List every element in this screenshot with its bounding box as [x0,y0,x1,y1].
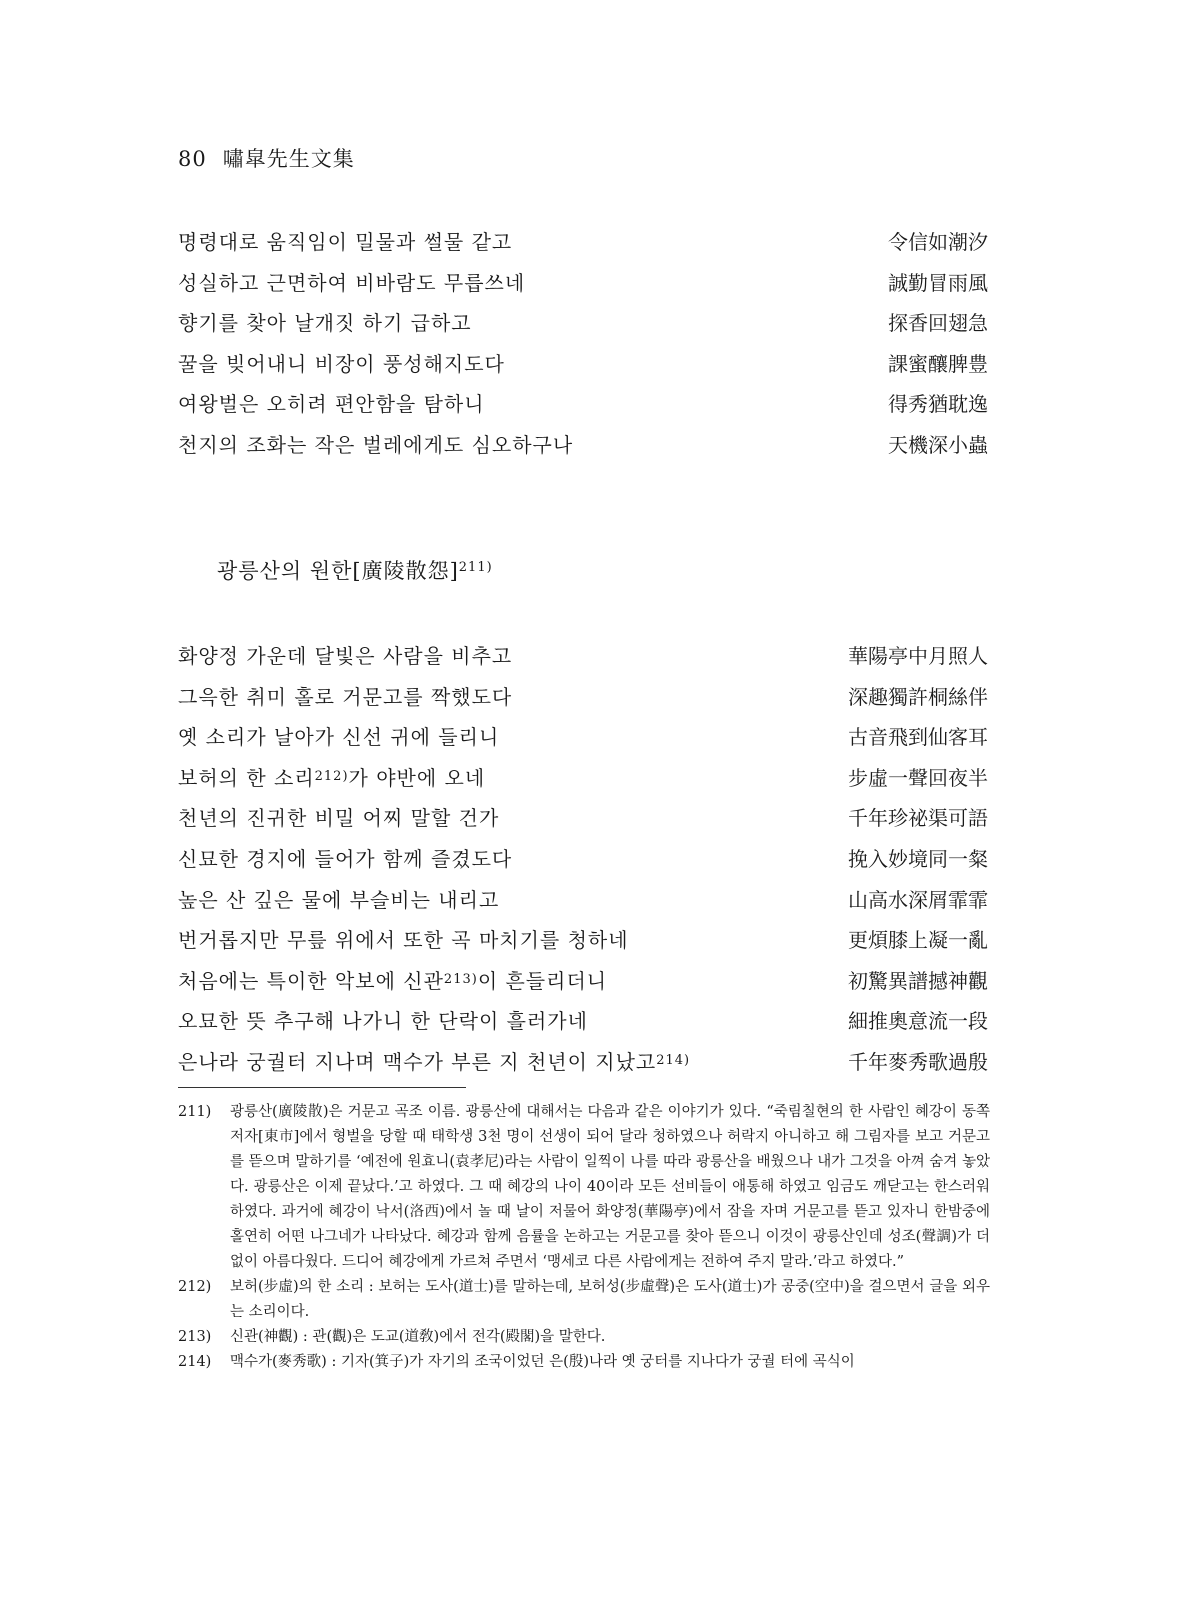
footnotes [178,1100,990,1375]
footnote-number: 213) [178,1329,212,1345]
poem-line [178,965,988,1006]
poem-line [178,429,988,470]
korean-translation [178,924,629,953]
korean-text: 높은 산 깊은 물에 부슬비는 내리고 [178,887,500,912]
korean-text: 번거롭지만 무릎 위에서 또한 곡 마치기를 청하네 [178,928,629,953]
korean-translation: 향기를 찾아 날개짓 하기 급하고 [178,311,472,336]
footnote-number: 214) [178,1354,212,1370]
chinese-original: 山高水深屑霏霏 [848,887,988,912]
chinese-original: 課蜜釀脾豊 [888,351,988,376]
poem-line [178,802,988,843]
korean-translation [178,965,607,994]
korean-text: 그윽한 취미 홀로 거문고를 짝했도다 [178,684,513,709]
korean-translation [178,721,499,750]
korean-translation [178,681,512,710]
footnote-number: 211) [178,1104,212,1120]
korean-text: 천년의 진귀한 비밀 어찌 말할 건가 [178,806,500,831]
korean-translation: 성실하고 근면하여 비바람도 무릅쓰네 [178,270,526,295]
footnote-text: 신관(神觀) : 관(觀)은 도교(道敎)에서 전각(殿閣)을 말한다. [230,1329,606,1345]
korean-translation [178,884,499,913]
korean-translation [178,1005,588,1034]
korean-translation [178,1046,690,1075]
poem-line [178,681,988,722]
footnote-ref: 211) [458,560,493,575]
poem-line [178,348,988,389]
poem-line [178,1046,988,1087]
poem-line [178,267,988,308]
poem-line [178,226,988,267]
korean-text: 보허의 한 소리 [178,765,315,790]
korean-translation [178,640,512,669]
poem-line [178,1005,988,1046]
poem-line [178,762,988,803]
poem-line [178,640,988,681]
footnote-separator [178,1087,466,1088]
footnote [178,1100,990,1275]
chinese-original: 步虛一聲回夜半 [848,765,988,790]
korean-translation [178,843,512,872]
chinese-original: 初驚異譜撼神觀 [848,968,988,993]
poem-line [178,388,988,429]
chinese-original: 探香回翅急 [888,311,988,336]
chinese-original: 挽入妙境同一粲 [848,846,988,871]
poem-line [178,884,988,925]
korean-text: 오묘한 뜻 추구해 나가니 한 단락이 흘러가네 [178,1009,588,1034]
korean-translation: 천지의 조화는 작은 벌레에게도 심오하구나 [178,432,574,457]
korean-text-continued: 이 흔들리더니 [477,968,608,993]
chinese-original: 誠勤冒雨風 [888,270,988,295]
korean-translation: 여왕벌은 오히려 편안함을 탐하니 [178,392,485,417]
footnote-ref: 214) [656,1052,691,1068]
korean-text-continued: 가 야반에 오네 [348,765,486,790]
poem-line [178,924,988,965]
korean-text: 화양정 가운데 달빛은 사람을 비추고 [178,644,513,668]
korean-translation: 꿀을 빚어내니 비장이 풍성해지도다 [178,351,505,376]
korean-translation: 명령대로 움직임이 밀물과 썰물 같고 [178,230,513,254]
korean-translation [178,802,499,831]
page-header [178,143,355,173]
footnote [178,1350,990,1375]
book-title: 嘯皐先生文集 [222,147,355,171]
footnote [178,1275,990,1325]
korean-text: 처음에는 특이한 악보에 신관 [178,968,444,993]
chinese-original: 更煩膝上凝一亂 [848,928,988,953]
korean-text: 옛 소리가 날아가 신선 귀에 들리니 [178,725,500,750]
section-title [217,555,493,585]
page-number: 80 [178,147,207,171]
chinese-original: 千年珍祕渠可語 [848,806,988,831]
poem-second [178,640,988,1087]
footnote-text: 맥수가(麥秀歌) : 기자(箕子)가 자기의 조국이었던 은(殷)나라 옛 궁터를 지나다가 궁궐 터에 곡식이 [230,1354,855,1370]
chinese-original: 千年麥秀歌過殷 [848,1049,988,1074]
chinese-original: 細推奧意流一段 [848,1009,988,1034]
korean-translation [178,762,485,791]
chinese-original: 得秀猶耽逸 [888,392,988,417]
chinese-original: 令信如潮汐 [888,230,988,254]
chinese-original: 華陽亭中月照人 [848,644,988,668]
poem-line [178,307,988,348]
footnote-ref: 212) [314,768,349,784]
korean-text: 은나라 궁궐터 지나며 맥수가 부른 지 천년이 지났고 [178,1049,657,1074]
korean-text: 신묘한 경지에 들어가 함께 즐겼도다 [178,846,513,871]
chinese-original: 天機深小蟲 [888,432,988,457]
chinese-original: 古音飛到仙客耳 [848,725,988,750]
poem-first [178,226,988,470]
footnote-number: 212) [178,1279,212,1295]
poem-line [178,721,988,762]
section-title-text: 광릉산의 원한[廣陵散怨] [217,559,459,583]
chinese-original: 深趣獨許桐絲伴 [848,684,988,709]
poem-line [178,843,988,884]
footnote-text: 보허(步虛)의 한 소리 : 보허는 도사(道士)를 말하는데, 보허성(步虛聲)은 도사(道士)가 공중(空中)을 걸으면서 글을 외우는 소리이다. [230,1279,990,1320]
footnote-text: 광릉산(廣陵散)은 거문고 곡조 이름. 광릉산에 대해서는 다음과 같은 이야기가 있다. “죽림칠현의 한 사람인 혜강이 동쪽 저자[東市]에서 형벌을 당할 때 태학생 3천 명이 선생이 되어 달라 청하였으나 허락지 아니하고 해 그림자를 보고 거문고를 뜯으며 말하기를 ‘예전에 원효니(袁孝尼)라는 사람이 일찍이 나를 따라 광릉산을 배웠으나 내가 그것을 아껴 숨겨 놓았다. 광릉산은 이제 끝났다.’고 하였다. 그 때 혜강의 나이 40이라 모든 선비들이 애통해 하였고 임금도 깨닫고는 한스러워하였다. 과거에 혜강이 낙서(洛西)에서 놀 때 날이 저물어 화양정(華陽亭)에서 잠을 자며 거문고를 뜯고 있자니 한밤중에 홀연히 어떤 나그네가 나타났다. 혜강과 함께 음률을 논하고는 거문고를 찾아 뜯으니 이것이 광릉산인데 성조(聲調)가 더 없이 아름다웠다. 드디어 혜강에게 가르쳐 주면서 ‘맹세코 다른 사람에게는 전하여 주지 말라.’라고 하였다.” [230,1104,990,1270]
footnote [178,1325,990,1350]
footnote-ref: 213) [443,971,478,987]
